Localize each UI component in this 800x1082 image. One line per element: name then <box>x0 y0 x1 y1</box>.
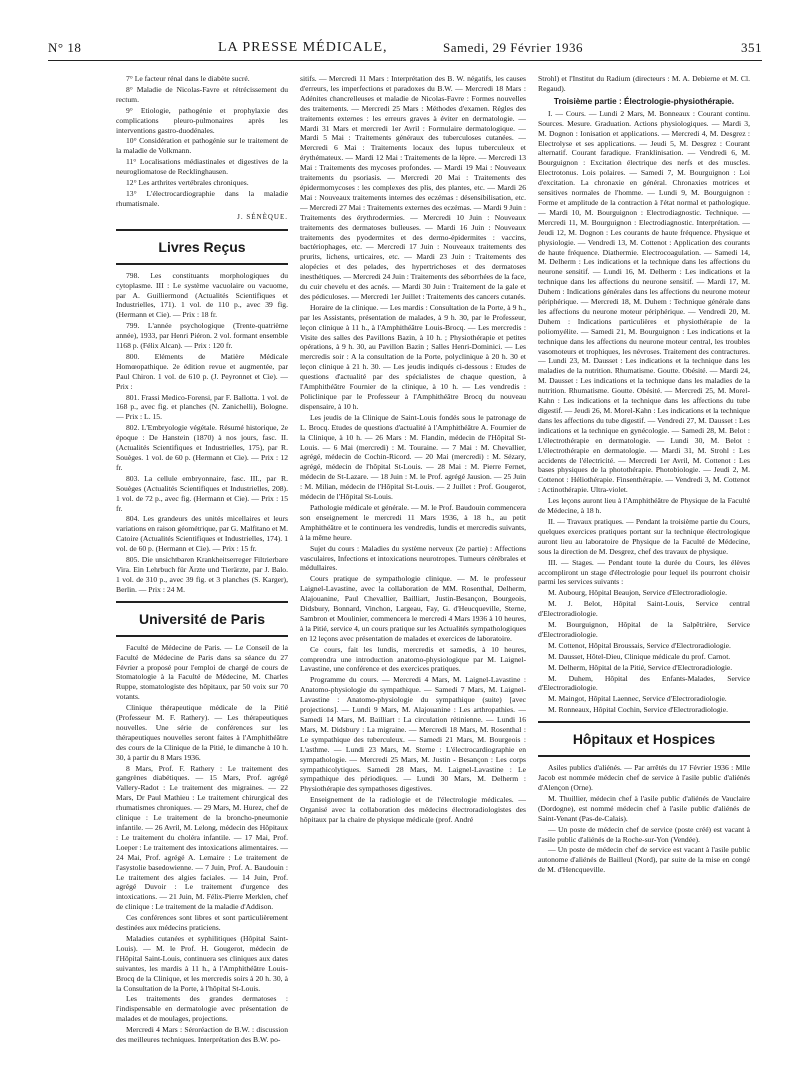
issue-date: Samedi, 29 Février 1936 <box>443 40 584 55</box>
paragraph: Strohl) et l'Institut du Radium (directeurs : M. A. Debierne et M. Cl. Regaud). <box>538 74 750 93</box>
paragraph: Cours pratique de sympathologie clinique. — M. le professeur Laignel-Lavastine, avec la collaboration de MM. Rosenthal, Delherm, Alajouanine, Paul Chevallier, Bailliart, Justin-Besançon, Bourgeois, Didsbury, Bonnard, Vinchon, Largeau, Fay, G. d'Heucqueville, Sterne, Sambron et Moulinier, commencera le mercredi 4 Mars 1936 à 10 heures, à la Pitié, service 4, un cours pratique sur les Actualités sympathologiques en 12 leçons avec présentation de malades et exercices de laboratoire. <box>300 574 526 643</box>
book-entry: 798. Les constituants morphologiques du cytoplasme. III : Le système vacuolaire ou vacuome, par A. Guilliermond (Actualités Scientifiques et Industrielles, 171). 1 vol. de 110 p., avec 39 fig. (Hermann et Cie). — Prix : 18 fr. <box>116 270 288 320</box>
hopitaux-heading-box <box>538 721 750 757</box>
paragraph: II. — Travaux pratiques. — Pendant la troisième partie du Cours, quelques exercices pratiques portant sur la technique électrologique auront lieu au laboratoire de Physique de la Faculté de Médecine, sous la direction de M. Desgrez, chef des travaux de physique. <box>538 516 750 556</box>
paragraph: Ces conférences sont libres et sont particulièrement destinées aux médecins praticiens. <box>116 913 288 933</box>
paragraph: sitifs. — Mercredi 11 Mars : Interprétation des B. W. négatifs, les causes d'erreurs, les imperfections et paradoxes du B.W. — Mercredi 18 Mars : Adénites chancrelleuses et maladie de Nicolas-Favre : Formes nouvelles des traitements. — Mercredi 25 Mars : Méthodes d'examen. Règles des traitements externes : les erreurs graves à éviter en dermatologie. — Mardi 31 Mars et mercredi 1er Avril : Formulaire dermatologique. — Mardi 5 Mai : Traitements généraux des tuberculoses cutanées. — Mercredi 6 Mai : Traitements locaux des lupus tuberculeux et érythémateux. — Mardi 12 Mai : Traitements de la lèpre. — Mercredi 13 Mai : Traitements des mycoses profondes. — Mardi 19 Mai : Nouveaux traitements du psoriasis. — Mercredi 20 Mai : Traitements des épidermomycoses : les complexes des plis, des plantes, etc. — Mardi 26 Mai : Nouveaux traitements internes des eczémas : désensibilisation, etc. — Mercredi 27 Mai : Traitements externes des eczémas. — Mardi 9 Juin : Traitements des érythrodermies. — Mercredi 10 Juin : Nouveaux traitements des dermatoses bulleuses. — Mardi 16 Juin : Nouveaux traitements des pyodermites et des dermo-épidermites : vaccins, bactériophages, etc. — Mercredi 17 Juin : Nouveaux traitements des prurits, lichens, urticaires, etc. — Mardi 23 Juin : Traitements des alopécies et des pelades, des hypertrichoses et des dermatoses inesthétiques. — Mercredi 24 Juin : Traitements des séborrhées de la face, du cuir chevelu et des acnés. — Mardi 30 Juin : Traitement de la gale et des pédiculoses. — Mercredi 1er Juillet : Traitements des cancers cutanés. <box>300 74 526 301</box>
issue-number: N° 18 <box>48 40 82 55</box>
thesis-item: 7° Le facteur rénal dans le diabète sucré. <box>126 74 250 83</box>
paragraph: Horaire de la clinique. — Les mardis : Consultation de la Porte, à 9 h., par les Assistants, présentation de malades, à 9 h. 30, par le Professeur, leçon clinique à 11 h., à l'Amphithéâtre Louis-Brocq. — Les mercredis : Visite des salles des Pavillons Bazin, à 10 h. ; Physiothérapie et petites opérations, à 9 h. 30, au Pavillon Bazin ; Salles Henri-Dominici. — Les mercredis soir : A la consultation de la Porte, polyclinique à 20 h. 30 et leçon clinique à 21 h. 30. — Les jeudis indiqués ci-dessous : Etudes de questions d'actualité par des spécialistes de chaque question, à l'Amphithéâtre Fournier de la clinique, à 10 h. — Les vendredis : Policlinique par le Professeur à l'Amphithéâtre Brocq du nouveau dispensaire, à 10 h. <box>300 302 526 411</box>
book-entry: 799. L'année psychologique (Trente-quatrième année), 1933, par Henri Piéron. 2 vol. formant ensemble 1168 p. (Félix Alcan). — Prix : 120 fr. <box>116 321 288 351</box>
book-entry: 805. Die unsichtbaren Krankheitserreger Filtrierbare Vira. Ein Lehrbuch für Ärzte und Tierärzte, par J. Balo. 1 vol. de 310 p., avec 39 fig. et 3 planches (S. Karger), Berlin. — Prix : 24 M. <box>116 555 288 594</box>
paragraph: — Un poste de médecin chef de service (poste créé) est vacant à l'asile public d'aliénés de la Roche-sur-Yon (Vendée). <box>538 824 750 844</box>
column-3 <box>538 74 750 1082</box>
thesis-item: 10° Considération et pathogénie sur le traitement de la maladie de Volkmann. <box>116 136 288 156</box>
paragraph: I. — Cours. — Lundi 2 Mars, M. Bonneaux : Courant continu. Sources. Mesure. Graduation. Actions physiologiques. — Mardi 3, M. Dognon : Ionisation et applications. — Mercredi 4, M. Desgrez : Electrolyse et ses applications. — Jeudi 5, M. Desgrez : Courant alternatif. Courant faradique. Franklinisation. — Vendredi 6, M. Bourguignon : Excitation électrique des nerfs et des muscles. Electrotonus. Lois polaires. — Samedi 7, M. Bourguignon : Loi d'excitation. La chronaxie en général. Chronaxies motrices et sensitives normales de l'homme. — Lundi 9, M. Bourguignon : Forme et amplitude de la contraction à l'état normal et pathologique. — Mardi 10, M. Bourguignon : Electrodiagnostic. Technique. — Mercredi 11, M. Bourguignon : Electrodiagnostic. Interprétation. — Jeudi 12, M. Dognon : Les courants de haute fréquence. Physique et physiologie. — Vendredi 13, M. Cottenot : Application des courants de haute fréquence. Diathermie. Electrocoagulation. — Samedi 14, M. Delherm : Les indications et la technique dans les affections du neurone sensitif. — Lundi 16, M. Delherm : Les indications et la technique dans les affections du neurone sensitif. — Mardi 17, M. Duhem : Indications générales dans les affections du neurone moteur périphérique. — Mercredi 18, M. Duhem : Technique générale dans les affections du neurone moteur périphérique. — Vendredi 20, M. Duhem : Indications particulières et physiothérapie de la poliomyélite. — Samedi 21, M. Bourguignon : Les indications et la technique dans les affections du neurone moteur central, les troubles vasomoteurs et trophiques, les névroses. Traitement des contractures. — Lundi 23, M. Dausset : Les indications et la technique dans les maladies de la nutrition. Rhumatisme. Goutte. Obésité. — Mardi 24, M. Dausset : Les indications et la technique dans les maladies de la nutrition. Rhumatisme. Goutte. Obésité. — Mercredi 25, M. Morel-Kahn : Les indications et la technique dans les affections du tube digestif. — Jeudi 26, M. Morel-Kahn : Les indications et la technique dans les affections du tube digestif. — Vendredi 27, M. Dausset : Les indications et la technique en gynécologie. — Samedi 28, M. Belot : L'électrothérapie en dermatologie. — Lundi 30, M. Belot : L'électrothérapie en dermatologie. — Mardi 31, M. Strohl : Les accidents de l'électricité. — Mercredi 1er Avril, M. Cottenot : Les bases physiques de la photothérapie. Photobiologie. — Jeudi 2, M. Cottenot : Héliothérapie. Finsenthérapie. — Vendredi 3, M. Cottenot : Actinothérapie. Ultra-violet. <box>538 108 750 495</box>
paragraph: Mercredi 4 Mars : Séroréaction de B.W. : discussion des meilleures techniques. Interprétation des B.W. po- <box>116 1025 288 1045</box>
paragraph: Les traitements des grandes dermatoses : l'indispensable en dermatologie avec présentation de malades et de moulages, projections. <box>116 994 288 1024</box>
service-entry: M. Ronneaux, Hôpital Cochin, Service d'Electroradiologie. <box>548 705 728 715</box>
book-entry: 803. La cellule embryonnaire, fasc. III., par R. Souèges (Actualités Scientifiques et Industrielles, 208). 1 vol. de 72 p., avec fig. (Hermann et Cie). — Prix : 15 fr. <box>116 473 288 513</box>
section-title-livres: Livres Reçus <box>158 238 246 255</box>
thesis-item: 13° L'électrocardiographie dans la maladie rhumatismale. <box>116 188 288 208</box>
paragraph: Clinique thérapeutique médicale de la Pitié (Professeur M. F. Rathery). — Les thérapeutiques nouvelles. Une série de conférences sur les thérapeutiques nouvelles seront faites à l'Amphithéâtre des cours de la Clinique de la Pitié, le dimanche à 10 h. 30, à partir du 8 Mars 1936. <box>116 703 288 762</box>
subheading: Troisième partie : Électrologie-physiothérapie. <box>553 96 735 106</box>
book-entry: 804. Les grandeurs des unités micellaires et leurs variations en raison géométrique, par G. Malfitano et M. Catoire (Actualités Scientifiques et Industrielles, 174). 1 vol. de 60 p. (Hermann et Cie). — Prix : 15 fr. <box>116 514 288 554</box>
thesis-item: 8° Maladie de Nicolas-Favre et rétrécissement du rectum. <box>116 84 288 104</box>
paragraph: Sujet du cours : Maladies du système nerveux (2e partie) : Affections vasculaires, Infections et intoxications neurotropes. Tumeurs cérébrales et médullaires. <box>300 543 526 573</box>
service-entry: M. Delherm, Hôpital de la Pitié, Service d'Electroradiologie. <box>548 662 733 672</box>
thesis-item: 9° Etiologie, pathogénie et prophylaxie des complications pleuro-pulmonaires après les interventions gastro-duodénales. <box>116 105 288 135</box>
service-entry: M. Cottenot, Hôpital Broussais, Service d'Electroradiologie. <box>548 640 731 650</box>
paragraph: Les leçons auront lieu à l'Amphithéâtre de Physique de la Faculté de Médecine, à 18 h. <box>538 496 750 516</box>
universite-heading-box <box>116 601 288 637</box>
paragraph: M. Thuillier, médecin chef à l'asile public d'aliénés de Vauclaire (Dordogne), est nommé médecin chef à l'asile public d'aliénés de Saint-Venant (Pas-de-Calais). <box>538 793 750 823</box>
page-number: 351 <box>741 40 762 55</box>
paragraph: Pathologie médicale et générale. — M. le Prof. Baudouin commencera son enseignement le mercredi 11 Mars 1936, à 18 h., au petit Amphithéâtre et le continuera les vendredis, lundis et mercredis suivants, à la même heure. <box>300 502 526 542</box>
column-2 <box>300 74 526 1082</box>
paragraph: Ce cours, fait les lundis, mercredis et samedis, à 10 heures, comprendra une introduction anatomo-physiologique par M. Laignel-Lavastine, une conférence et des exercices pratiques. <box>300 644 526 674</box>
section-title-hopitaux: Hôpitaux et Hospices <box>572 731 716 748</box>
paragraph: III. — Stages. — Pendant toute la durée du Cours, les élèves accompliront un stage d'électrologie pour lequel ils pourront choisir parmi les services suivants : <box>538 557 750 587</box>
paragraph: Asiles publics d'aliénés. — Par arrêtés du 17 Février 1936 : Mlle Jacob est nommée médecin chef de service à l'asile public d'aliénés d'Alençon (Orne). <box>538 763 750 792</box>
service-entry: M. Aubourg, Hôpital Beaujon, Service d'Electroradiologie. <box>548 588 728 598</box>
signature: J. SÉNÈQUE. <box>237 212 288 221</box>
header-rule <box>48 60 762 61</box>
paragraph: 8 Mars, Prof. F. Rathery : Le traitement des gangrènes diabétiques. — 15 Mars, Prof. agrégé Vallery-Radot : Le traitement des migraines. — 22 Mars, Dr Paul Mathieu : Le traitement chirurgical des rhumatismes chroniques. — 29 Mars, M. Hurez, chef de clinique : Le traitement de la broncho-pneumonie infantile. — 26 Avril, M. Lelong, médecin des Hôpitaux : Le traitement du choléra infantile. — 17 Mai, Prof. Loeper : Le traitement des intoxications alimentaires. — 24 Mai, Prof. agrégé A. Lemaire : Le traitement de l'asystolie basedowienne. — 7 Juin, Prof. A. Baudouin : Le traitement des algies faciales. — 14 Juin, Prof. agrégé Duvoir : Le traitement d'urgence des intoxications. — 21 Juin, M. Félix-Pierre Merklen, chef de clinique : Le traitement de la maladie d'Addison. <box>116 763 288 912</box>
book-entry: 801. Frassi Medico-Forensi, par F. Ballotta. 1 vol. de 168 p., avec fig. et planches (N. Zanichelli), Bologne. — Prix : L. 15. <box>116 392 288 422</box>
book-list <box>116 271 288 595</box>
thesis-item: 11° Localisations médiastinales et digestives de la neurogliomatose de Recklinghausen. <box>116 157 288 177</box>
paragraph: Programme du cours. — Mercredi 4 Mars, M. Laignel-Lavastine : Anatomo-physiologie du sympathique. — Samedi 7 Mars, M. Laignel-Lavastine : Anatomo-physiologie du sympathique (suite) [avec projections]. — Lundi 9 Mars, M. Alajouanine : Les arthropathies. — Samedi 14 Mars, M. Bailliart : La circulation rétinienne. — Lundi 16 Mars, M. Didsbury : La migraine. — Mercredi 18 Mars, M. Rosenthal : Le sympathique des tuberculeux. — Samedi 21 Mars, M. Bourgeois : L'asthme. — Lundi 23 Mars, M. Sterne : L'électrocardiographie en sympathologie. — Mercredi 25 Mars, M. Justin - Besançon : Les corps sympathicolytiques. Samedi 28 Mars, M. Laignel-Lavastine : Le sympathique des périodiques. — Lundi 30 Mars, M. Delherm : Physiothérapie des sympathoses digestives. <box>300 675 526 794</box>
service-entry: M. J. Belot, Hôpital Saint-Louis, Service central d'Electroradiologie. <box>538 599 750 619</box>
universite-body <box>116 643 288 1045</box>
book-entry: 802. L'Embryologie végétale. Résumé historique, 2e époque : De Hanstein (1870) à nos jours, fasc. II. (Actualités Scientifiques et Industrielles, 175), par R. Souèges. 1 vol. de 60 p. (Hermann et Cie). — Prix : 12 fr. <box>116 423 288 472</box>
service-entry: M. Bourguignon, Hôpital de la Salpêtrière, Service d'Electroradiologie. <box>538 620 750 639</box>
book-entry: 800. Eléments de Matière Médicale Homœopathique. 2e édition revue et augmentée, par Paul Chiron. 1 vol. de 610 p. (J. Peyronnet et Cie). — Prix : <box>116 351 288 391</box>
journal-title: LA PRESSE MÉDICALE, <box>218 40 388 55</box>
paragraph: Faculté de Médecine de Paris. — Le Conseil de la Faculté de Médecine de Paris dans sa séance du 27 Février a proposé pour l'emploi de chargé de cours de Stomatologie à la Faculté de Médecine, M. Charles Ruppe, stomatologiste des hôpitaux, par 50 voix sur 70 votants. <box>116 642 288 702</box>
service-entry: M. Duhem, Hôpital des Enfants-Malades, Service d'Electroradiologie. <box>538 673 750 693</box>
paragraph: Maladies cutanées et syphilitiques (Hôpital Saint-Louis). — M. le Prof. H. Gougerot, médecin de l'Hôpital Saint-Louis, continuera ses cliniques aux dates suivantes, les mardis à 11 h., à l'Amphithéâtre Louis-Brocq de la Clinique, et les mercredis soirs à 20 h. 30, à la Consultation de la Porte, à l'hôpital St-Louis. <box>116 933 288 993</box>
service-entry: M. Maingot, Hôpital Laennec, Service d'Electroradiologie. <box>548 694 727 704</box>
livres-recus-heading-box <box>116 229 288 265</box>
service-entry: M. Dausset, Hôtel-Dieu, Clinique médicale du prof. Carnot. <box>548 651 731 661</box>
thesis-list <box>116 74 288 209</box>
paragraph: Les jeudis de la Clinique de Saint-Louis fondés sous le patronage de L. Brocq. Etudes de questions d'actualité à l'Amphithéâtre A. Fournier de la Clinique, à 10 h. — 26 Mars : M. Flandin, médecin de l'Hôpital St-Louis. — 6 Mai (mercredi) : M. Touraine. — 7 Mai : M. Chevallier, agrégé, médecin de Cochin-Ricord. — 20 Mai (mercredi) : M. Sézary, agrégé, médecin de l'hôpital St-Louis. — 28 Mai : M. Pierre Fernet, médecin de St-Lazare. — 18 Juin : M. le Prof. agrégé Jausion. — 25 Juin : M. Milian, médecin de l'Hôpital St-Louis. — 2 Juillet : Prof. Gougerot, médecin de l'Hôpital St-Louis. <box>300 412 526 502</box>
paragraph: Enseignement de la radiologie et de l'électrologie médicales. — Organisé avec la collaboration des médecins électroradiologistes des hôpitaux par la chaire de physique médicale (prof. André <box>300 795 526 825</box>
column-1 <box>116 74 288 1082</box>
paragraph: — Un poste de médecin chef de service est vacant à l'asile public autonome d'aliénés de Bailleul (Nord), par suite de la mise en congé de M. d'Hencqueville. <box>538 845 750 875</box>
page-header <box>48 40 762 62</box>
thesis-item: 12° Les arthrites vertébrales chroniques. <box>126 178 249 188</box>
section-title-universite: Université de Paris <box>138 610 266 627</box>
